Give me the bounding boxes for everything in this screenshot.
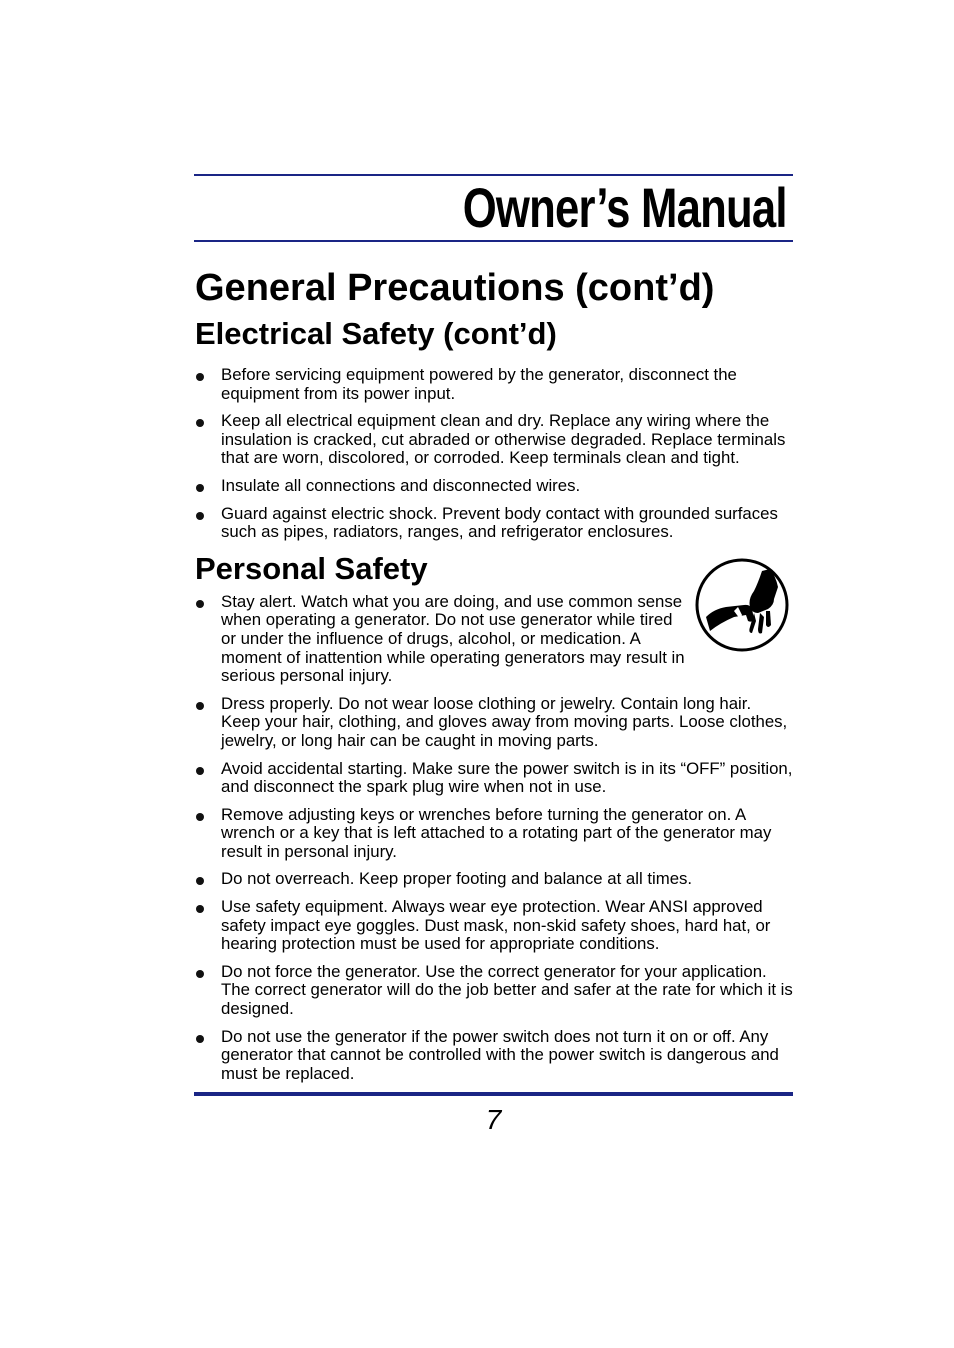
list-item: Use safety equipment. Always wear eye protection. Wear ANSI approved safety impact eye goggles. Dust mask, non-skid safety shoes, hard hat, or hearing protection must be used for appropriate conditions. <box>194 898 793 954</box>
document-title: Owner’s Manual <box>462 176 787 239</box>
list-item: Do not use the generator if the power switch does not turn it on or off. Any generator that cannot be controlled with the power switch is dangerous and must be replaced. <box>194 1028 793 1084</box>
personal-safety-section <box>194 551 793 1084</box>
hand-pinch-icon <box>694 557 790 653</box>
list-item: Do not force the generator. Use the correct generator for your application. The correct generator will do the job better and safer at the rate for which it is designed. <box>194 963 793 1019</box>
section-title: General Precautions (cont’d) <box>195 267 715 309</box>
list-item: Keep all electrical equipment clean and dry. Replace any wiring where the insulation is cracked, cut abraded or otherwise degraded. Replace terminals that are worn, discolored, or corroded. Keep terminals clean and tight. <box>194 412 793 468</box>
list-item: Do not overreach. Keep proper footing and balance at all times. <box>194 870 793 889</box>
manual-page <box>194 174 793 1136</box>
list-item: Remove adjusting keys or wrenches before turning the generator on. A wrench or a key that is left attached to a rotating part of the generator may result in personal injury. <box>194 806 793 862</box>
list-item: Before servicing equipment powered by the generator, disconnect the equipment from its power input. <box>194 366 793 403</box>
list-item: Insulate all connections and disconnected wires. <box>194 477 793 496</box>
electrical-safety-heading: Electrical Safety (cont’d) <box>195 316 557 351</box>
header-rule-bottom <box>194 240 793 242</box>
personal-safety-list <box>194 593 793 1084</box>
electrical-safety-list <box>194 366 793 542</box>
list-item: Guard against electric shock. Prevent body contact with grounded surfaces such as pipes, radiators, ranges, and refrigerator enclosures. <box>194 505 793 542</box>
list-item: Avoid accidental starting. Make sure the power switch is in its “OFF” position, and disconnect the spark plug wire when not in use. <box>194 760 793 797</box>
footer-rule <box>194 1092 793 1096</box>
personal-safety-heading: Personal Safety <box>195 550 428 586</box>
list-item: Dress properly. Do not wear loose clothing or jewelry. Contain long hair. Keep your hair, clothing, and gloves away from moving parts. Loose clothes, jewelry, or long hair can be caught in moving parts. <box>194 695 793 751</box>
list-item: Stay alert. Watch what you are doing, and use common sense when operating a generator. Do not use generator while tired or under the influence of drugs, alcohol, or medication. A moment of inattention while operating generators may result in serious personal injury. <box>194 593 691 686</box>
page-number: 7 <box>485 1104 502 1136</box>
